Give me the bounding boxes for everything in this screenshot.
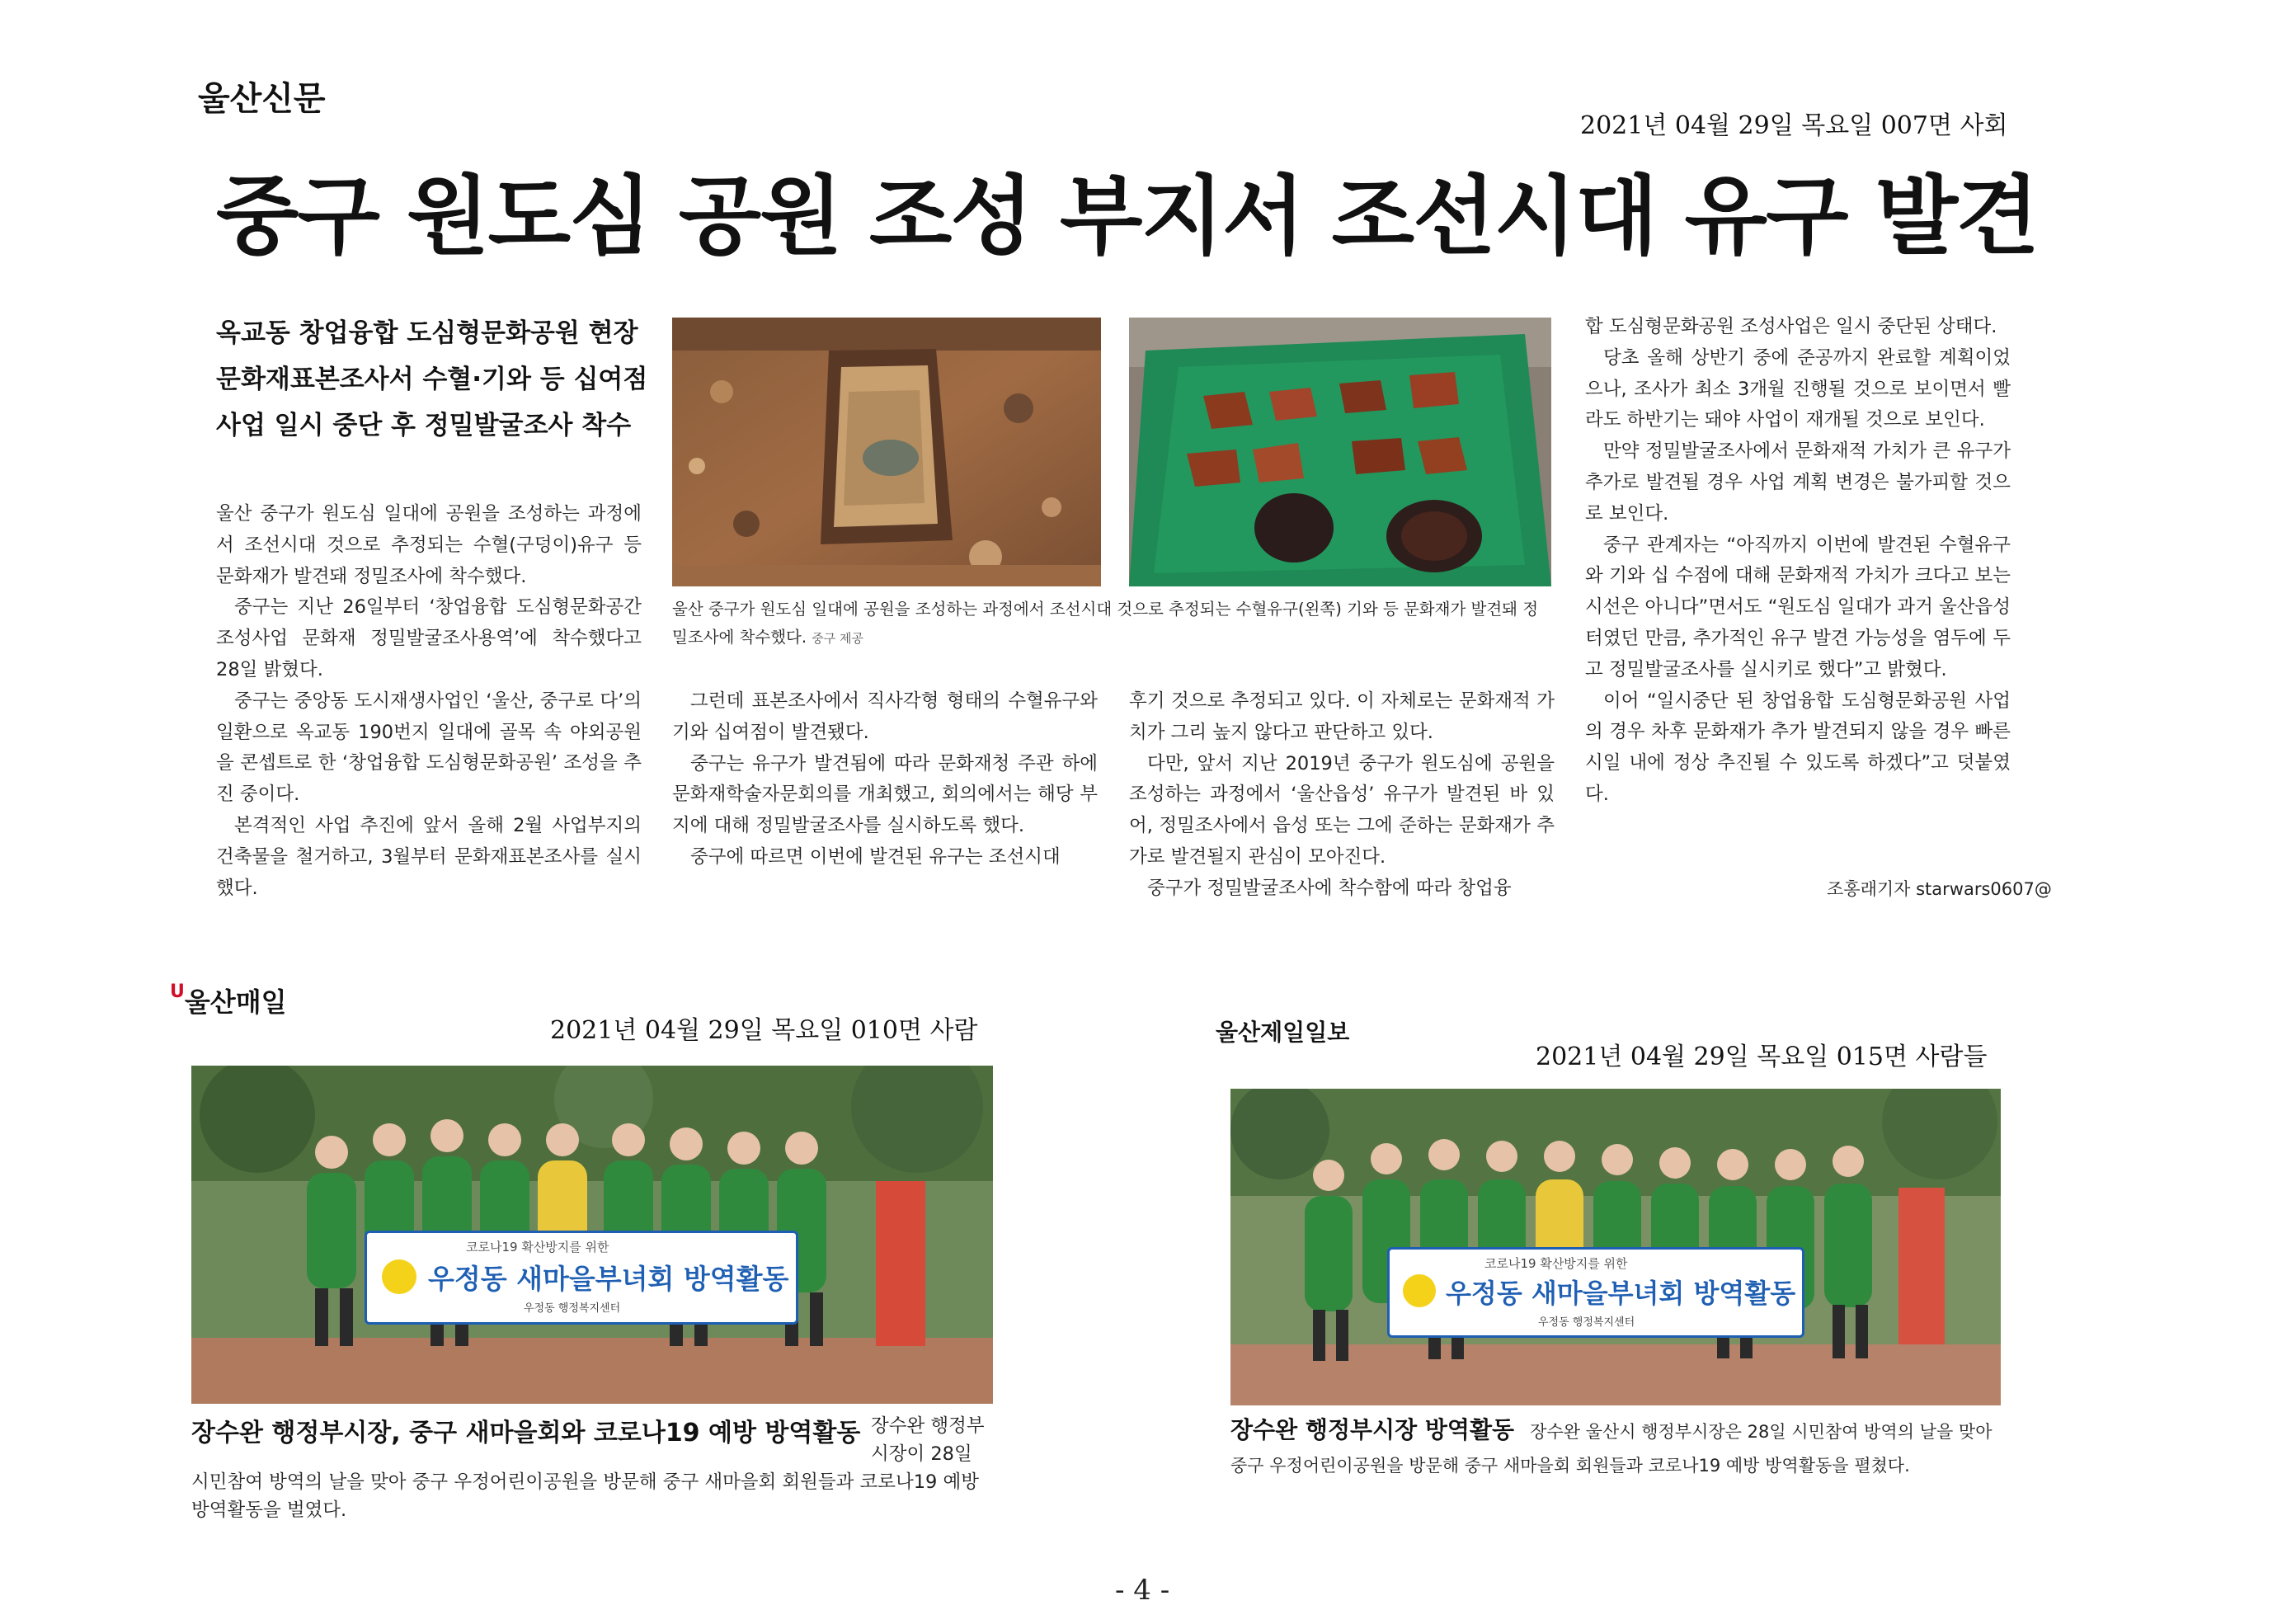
paragraph: 중구가 정밀발굴조사에 착수함에 따라 창업융: [1147, 877, 1512, 899]
paragraph: 중구 관계자는 “아직까지 이번에 발견된 수혈유구와 기와 십 수점에 대해 문화재적 가치가 크다고 보는 시선은 아니다”면서도 “원도심 일대가 과거 울산읍성 터였던 만큼, 추가적인 유구 발견 가능성을 염두에 두고 정밀발굴조사를 실시키로 했다”고 밝혔다.: [1585, 534, 2011, 680]
paragraph: 중구는 유구가 발견됨에 따라 문화재청 주관 하에 문화재학술자문회의를 개최했고, 회의에서는 해당 부지에 대해 정밀발굴조사를 실시하도록 했다.: [672, 752, 1098, 837]
saemaul-logo-icon: [1403, 1274, 1436, 1307]
story-right-inline-text: 장수완 울산시 행정부시장은 28일 시민참여 방역의 날을 맞아: [1530, 1422, 1993, 1442]
disinfection-group-photo-left: [191, 1066, 993, 1404]
paper-name-ulsan-sinmun: 울산신문: [198, 80, 326, 118]
paper-name-ulsan-jeil: 울산제일일보: [1216, 1019, 1350, 1046]
subhead-line: 옥교동 창업융합 도심형문화공원 현장: [216, 318, 638, 348]
campaign-banner: [365, 1231, 798, 1325]
paragraph: 합 도심형문화공원 조성사업은 일시 중단된 상태다.: [1585, 316, 1997, 337]
excavation-pit-photo: [672, 318, 1101, 586]
photo-credit: 중구 제공: [812, 631, 864, 646]
story-left-body: 시민참여 방역의 날을 맞아 중구 우정어린이공원을 방문해 중구 새마을회 회원들과 코로나19 예방 방역활동을 벌였다.: [191, 1471, 979, 1521]
paragraph: 후기 것으로 추정되고 있다. 이 자체로는 문화재적 가치가 그리 높지 않다고 판단하고 있다.: [1129, 690, 1555, 743]
story-left-dateline: 2021년 04월 29일 목요일 010면 사람: [550, 1016, 978, 1045]
disinfection-group-photo-right: [1230, 1089, 2001, 1405]
story-left-title: 장수완 행정부시장, 중구 새마을회와 코로나19 예방 방역활동: [191, 1419, 861, 1447]
reporter-byline: 조홍래기자 starwars0607@: [1827, 879, 2052, 899]
article-dateline: 2021년 04월 29일 목요일 007면 사회: [1580, 111, 2008, 140]
banner-sub-text: 우정동 행정복지센터: [1538, 1316, 1635, 1329]
paragraph: 이어 “일시중단 된 창업융합 도심형문화공원 사업의 경우 차후 문화재가 추가 발견되지 않을 경우 빠른 시일 내에 정상 추진될 수 있도록 하겠다”고 덧붙였다.: [1585, 690, 2011, 805]
story-left-side-text: 장수완 행정부 시장이 28일: [871, 1415, 985, 1465]
subhead-line: 사업 일시 중단 후 정밀발굴조사 착수: [216, 411, 632, 440]
paragraph: 울산 중구가 원도심 일대에 공원을 조성하는 과정에서 조선시대 것으로 추정되는 수혈(구덩이)유구 등 문화재가 발견돼 정밀조사에 착수했다.: [216, 503, 642, 587]
photo-caption: [672, 595, 1553, 652]
paragraph: 만약 정밀발굴조사에서 문화재적 가치가 큰 유구가 추가로 발견될 경우 사업 계획 변경은 불가피할 것으로 보인다.: [1585, 440, 2011, 525]
story-right-body: 중구 우정어린이공원을 방문해 중구 새마을회 회원들과 코로나19 예방 방역활동을 펼쳤다.: [1230, 1456, 1910, 1476]
paragraph: 당초 올해 상반기 중에 준공까지 완료할 계획이었으나, 조사가 최소 3개월 진행될 것으로 보이면서 빨라도 하반기는 돼야 사업이 재개될 것으로 보인다.: [1585, 346, 2011, 431]
banner-main-text: 우정동 새마을부녀회 방역활동: [428, 1263, 789, 1295]
saemaul-logo-icon: [382, 1259, 416, 1294]
paragraph: 다만, 앞서 지난 2019년 중구가 원도심에 공원을 조성하는 과정에서 ‘울산읍성’ 유구가 발견된 바 있어, 정밀조사에서 읍성 또는 그에 준하는 문화재가 추가로 발견될지 관심이 모아진다.: [1129, 752, 1555, 868]
story-right-title: 장수완 행정부시장 방역활동: [1230, 1416, 1515, 1443]
main-headline: 중구 원도심 공원 조성 부지서 조선시대 유구 발견: [216, 166, 2038, 266]
story-right-dateline: 2021년 04월 29일 목요일 015면 사람들: [1536, 1043, 1988, 1071]
banner-sub-text: 우정동 행정복지센터: [524, 1302, 621, 1315]
ulsan-maeil-logo-mark: U: [170, 981, 185, 1002]
paper-name-ulsan-maeil: [170, 981, 287, 1019]
paragraph: 그런데 표본조사에서 직사각형 형태의 수혈유구와 기와 십여점이 발견됐다.: [672, 690, 1098, 743]
paragraph: 중구에 따르면 이번에 발견된 유구는 조선시대: [690, 845, 1061, 868]
page-number: - 4 -: [1115, 1574, 1170, 1607]
paragraph: 중구는 지난 26일부터 ‘창업융합 도심형문화공간 조성사업 문화재 정밀발굴조사용역’에 착수했다고 28일 밝혔다.: [216, 596, 642, 680]
roof-tiles-photo: [1129, 318, 1551, 586]
paper-name-text: 울산매일: [184, 986, 287, 1018]
banner-main-text: 우정동 새마을부녀회 방역활동: [1446, 1278, 1796, 1309]
subhead-line: 문화재표본조사서 수혈·기와 등 십여점: [216, 365, 648, 394]
paragraph: 본격적인 사업 추진에 앞서 올해 2월 사업부지의 건축물을 철거하고, 3월부터 문화재표본조사를 실시했다.: [216, 814, 642, 899]
story-right-title-line: [1230, 1412, 2006, 1446]
article-column-4: [1585, 312, 2011, 811]
subheads: [216, 310, 647, 449]
article-column-2: [672, 686, 1098, 873]
campaign-banner: [1387, 1247, 1804, 1338]
photo-caption-text: 울산 중구가 원도심 일대에 공원을 조성하는 과정에서 조선시대 것으로 추정되는 수혈유구(왼쪽) 기와 등 문화재가 발견돼 정밀조사에 착수했다.: [672, 600, 1539, 647]
banner-small-text: 코로나19 확산방지를 위한: [466, 1240, 609, 1254]
article-column-1: [216, 499, 642, 904]
paragraph: 중구는 중앙동 도시재생사업인 ‘울산, 중구로 다’의 일환으로 옥교동 190번지 일대에 골목 속 야외공원을 콘셉트로 한 ‘창업융합 도심형문화공원’ 조성을 추진 중이다.: [216, 690, 642, 806]
banner-small-text: 코로나19 확산방지를 위한: [1484, 1256, 1628, 1271]
article-column-3: [1129, 686, 1555, 905]
